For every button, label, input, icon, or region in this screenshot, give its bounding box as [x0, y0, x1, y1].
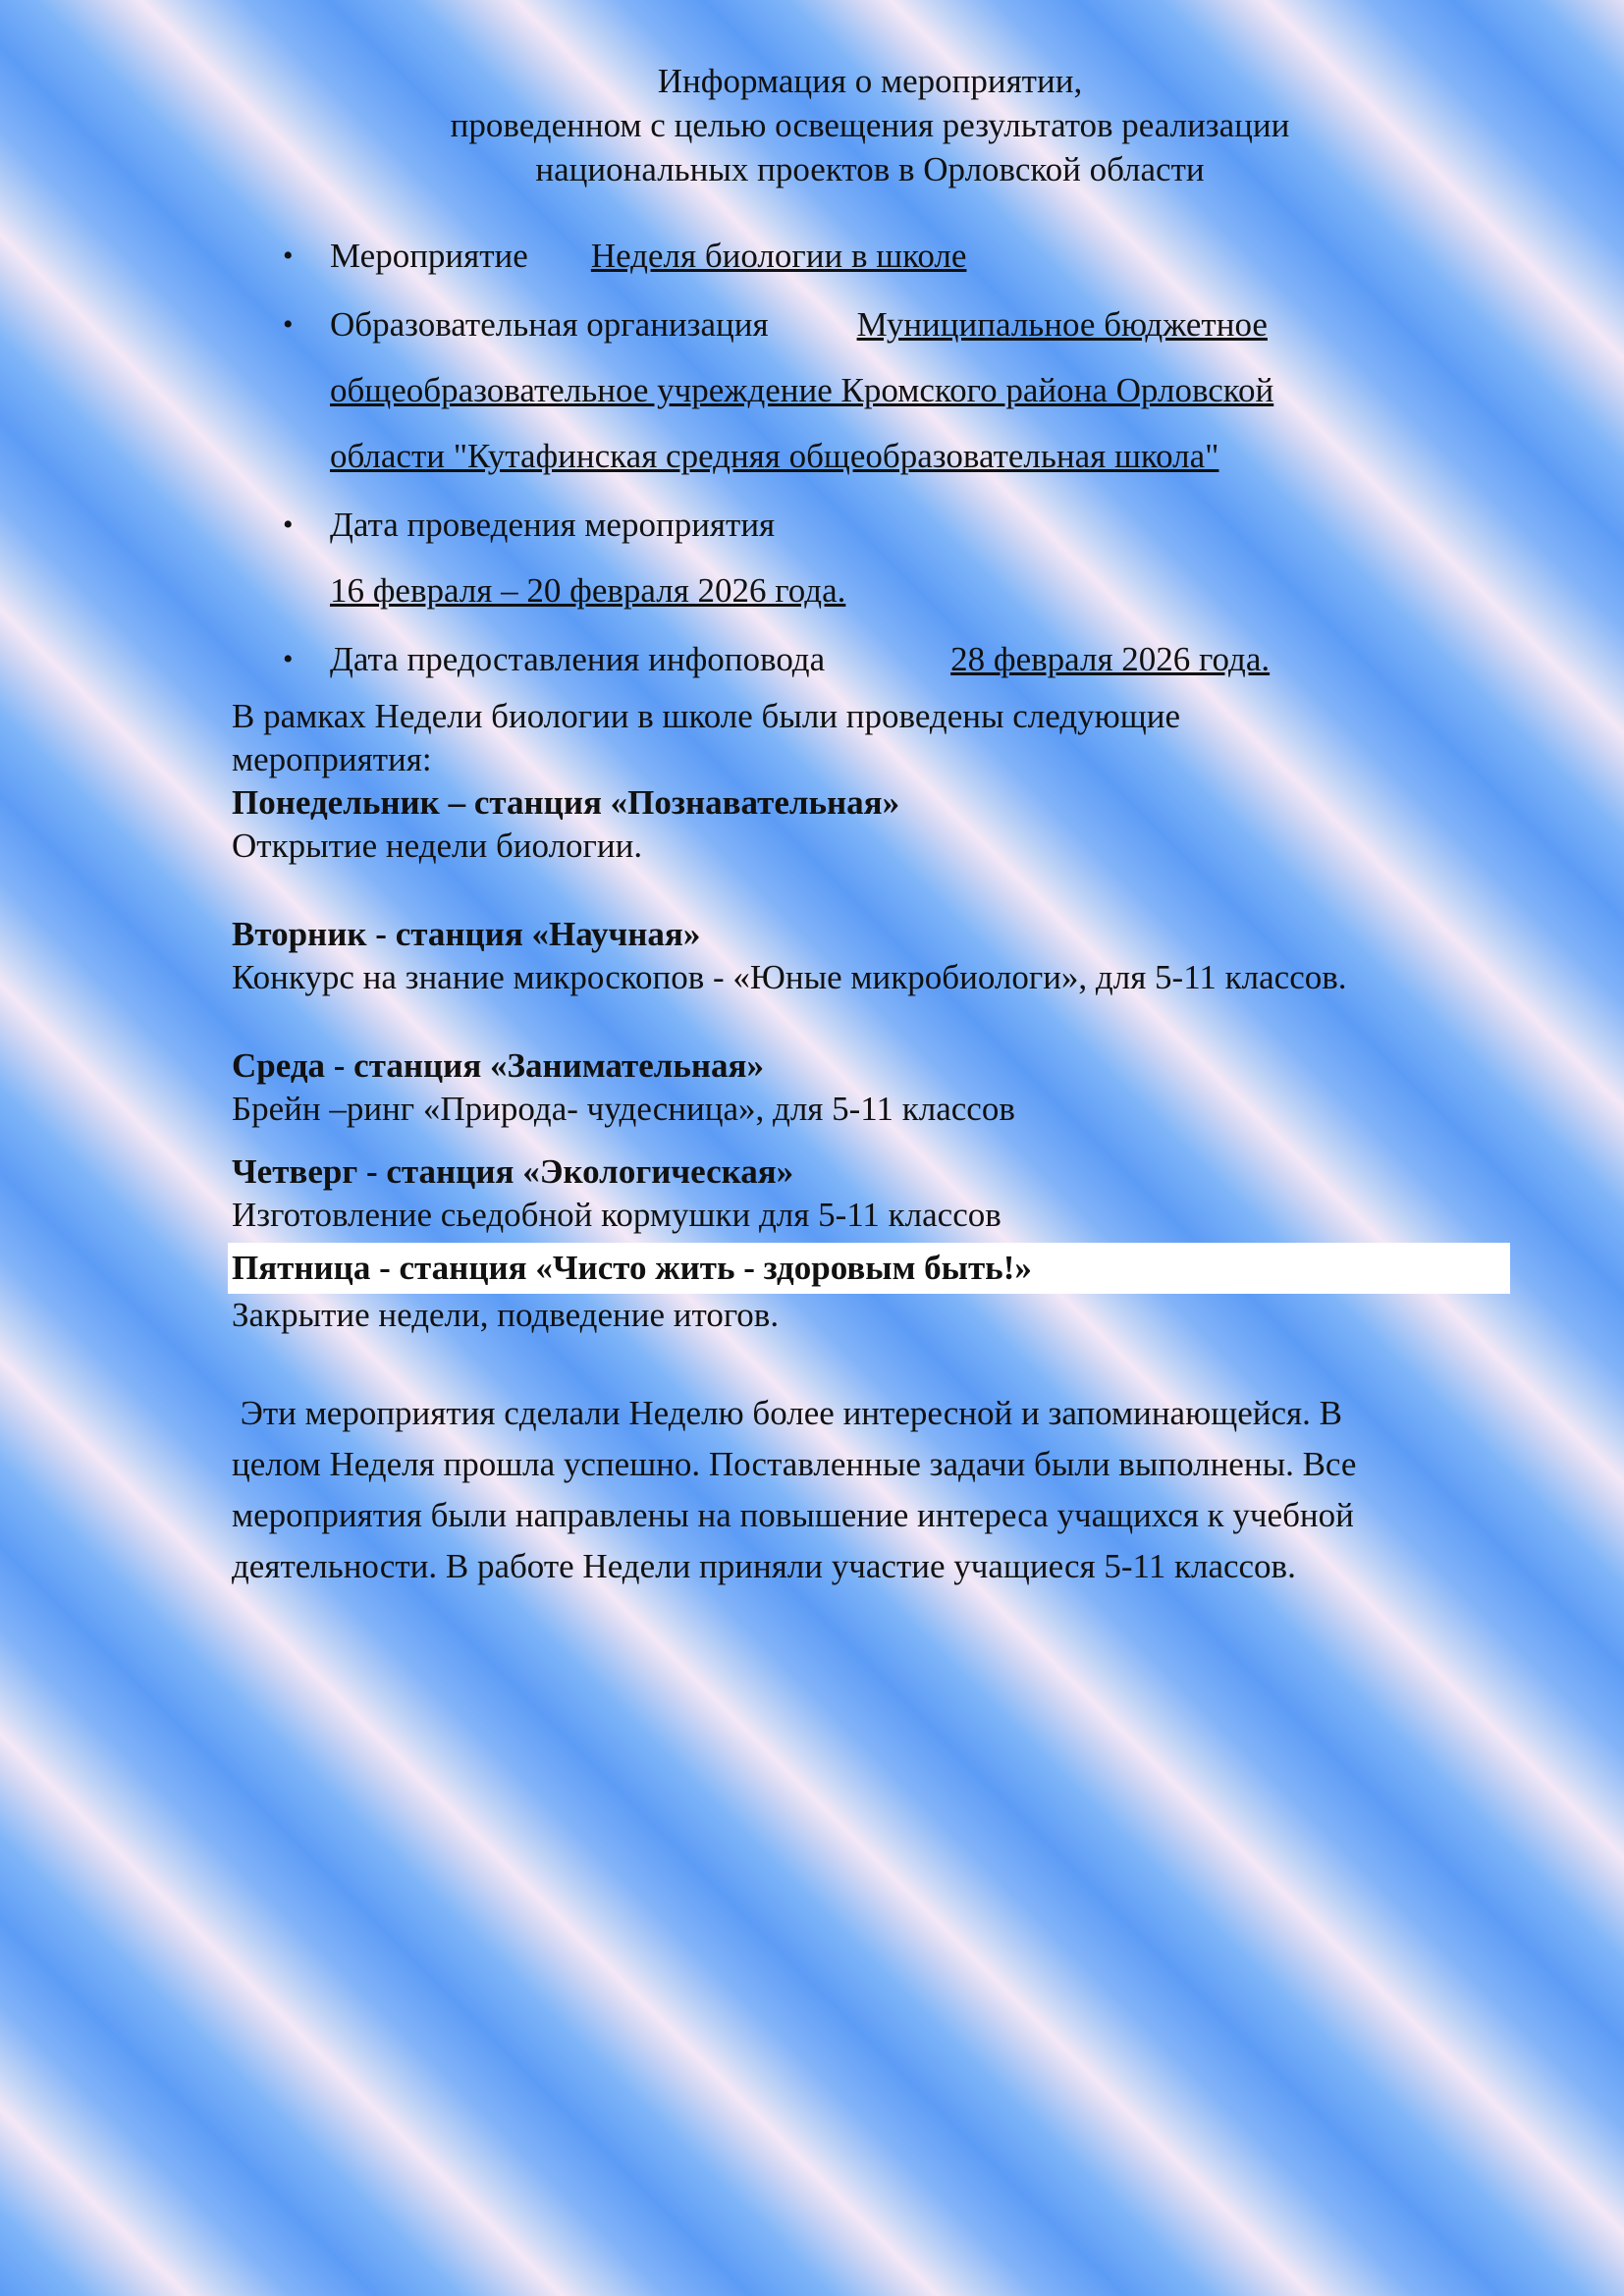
- day-friday: [232, 1243, 1508, 1337]
- bullet-icon: •: [283, 308, 294, 341]
- bullet-icon: •: [283, 240, 294, 272]
- date-label: Дата проведения мероприятия: [330, 506, 776, 544]
- title-line-1: Информация о мероприятии,: [657, 62, 1083, 100]
- event-value: Неделя биологии в школе: [590, 237, 967, 275]
- submit-label: Дата предоставления инфоповода: [330, 640, 826, 678]
- intro-line-2: мероприятия:: [232, 740, 432, 778]
- org-value-line-2: общеобразовательное учреждение Кромского района Орловской: [330, 371, 1274, 409]
- monday-text: Открытие недели биологии.: [232, 827, 643, 865]
- summary-line-4: деятельности. В работе Недели приняли участие учащиеся 5-11 классов.: [232, 1547, 1296, 1585]
- title-line-2: проведенном с целью освещения результатов реализации: [450, 106, 1290, 144]
- intro-line-1: В рамках Недели биологии в школе были проведены следующие: [232, 697, 1181, 735]
- date-value: 16 февраля – 20 февраля 2026 года.: [330, 571, 846, 610]
- tuesday-title: Вторник - станция «Научная»: [232, 915, 701, 953]
- event-label: Мероприятие: [330, 237, 528, 275]
- org-label: Образовательная организация: [330, 305, 769, 344]
- friday-title: Пятница - станция «Чисто жить - здоровым быть!»: [228, 1243, 1510, 1294]
- bullet-icon: •: [283, 643, 294, 675]
- info-item-event: [232, 223, 1508, 289]
- title-line-3: национальных проектов в Орловской области: [535, 150, 1205, 188]
- document-title: [232, 59, 1508, 191]
- day-monday: [232, 781, 1508, 868]
- day-wednesday: [232, 1044, 1508, 1131]
- info-item-submission-date: [232, 626, 1508, 692]
- tuesday-text: Конкурс на знание микроскопов - «Юные микробиологи», для 5-11 классов.: [232, 958, 1347, 996]
- wednesday-text: Брейн –ринг «Природа- чудесница», для 5-11 классов: [232, 1090, 1015, 1128]
- intro-paragraph: [232, 695, 1508, 781]
- info-item-organization: [232, 292, 1508, 489]
- submit-value: 28 февраля 2026 года.: [950, 640, 1271, 678]
- thursday-text: Изготовление сьедобной кормушки для 5-11 классов: [232, 1196, 1001, 1234]
- info-list: [232, 223, 1508, 692]
- summary-line-2: целом Неделя прошла успешно. Поставленные задачи были выполнены. Все: [232, 1445, 1357, 1483]
- document-page: [232, 59, 1508, 1592]
- day-thursday: [232, 1150, 1508, 1237]
- summary-line-3: мероприятия были направлены на повышение интереса учащихся к учебной: [232, 1496, 1354, 1534]
- bullet-icon: •: [283, 508, 294, 541]
- thursday-title: Четверг - станция «Экологическая»: [232, 1152, 794, 1191]
- wednesday-title: Среда - станция «Занимательная»: [232, 1046, 764, 1085]
- summary-paragraph: [232, 1388, 1508, 1592]
- summary-line-1: Эти мероприятия сделали Неделю более интересной и запоминающейся. В: [232, 1394, 1342, 1432]
- monday-title: Понедельник – станция «Познавательная»: [232, 783, 900, 822]
- day-tuesday: [232, 913, 1508, 999]
- org-value-line-3: области "Кутафинская средняя общеобразовательная школа": [330, 437, 1219, 475]
- org-value-line-1: Муниципальное бюджетное: [856, 305, 1268, 344]
- info-item-event-date: [232, 492, 1508, 623]
- friday-text: Закрытие недели, подведение итогов.: [232, 1296, 780, 1334]
